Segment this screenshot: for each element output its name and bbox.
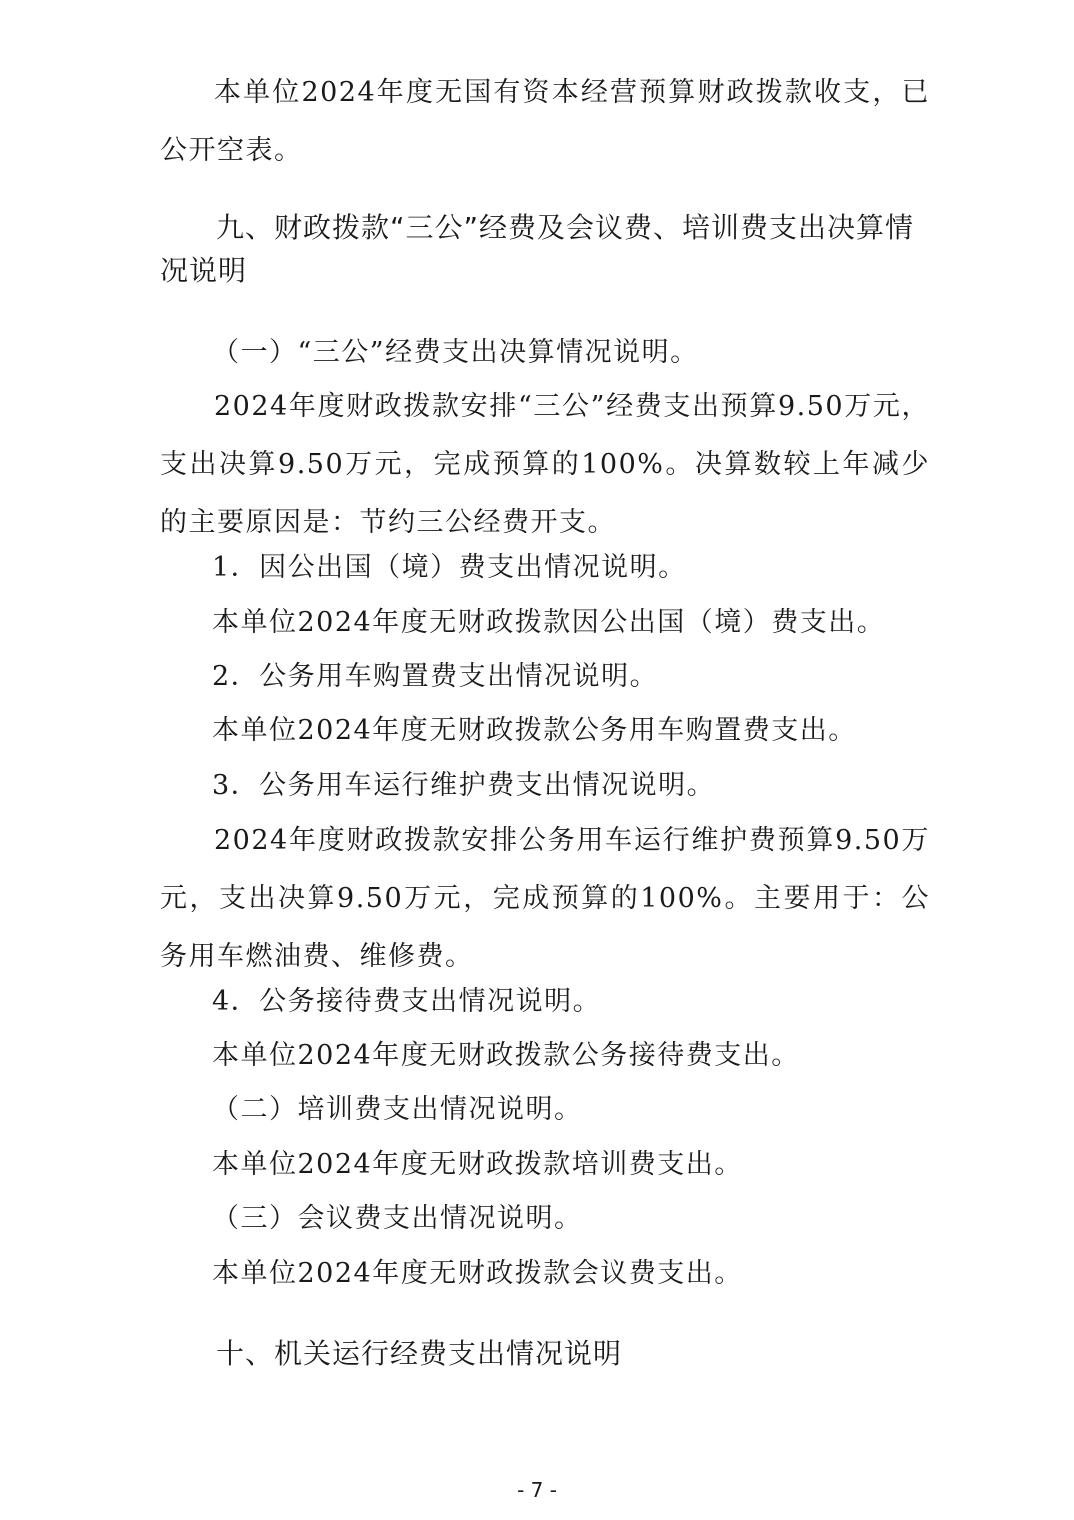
intro-paragraph: 本单位2024年度无国有资本经营预算财政拨款收支，已公开空表。 [160, 77, 930, 166]
item3-body: 2024年度财政拨款安排公务用车运行维护费预算9.50万元，支出决算9.50万元，完成预算的100%。主要用于：公务用车燃油费、维修费。 [160, 825, 930, 972]
item4-title: 4．公务接待费支出情况说明。 [212, 986, 602, 1017]
item2-title: 2．公务用车购置费支出情况说明。 [212, 661, 659, 692]
item1-title: 1．因公出国（境）费支出情况说明。 [212, 552, 687, 583]
sub3-title: （三）会议费支出情况说明。 [212, 1203, 583, 1234]
item3-title: 3．公务用车运行维护费支出情况说明。 [212, 770, 716, 801]
sub1-title: （一）“三公”经费支出决算情况说明。 [212, 337, 699, 368]
sub1-body: 2024年度财政拨款安排“三公”经费支出预算9.50万元，支出决算9.50万元，完成预算的100%。决算数较上年减少的主要原因是：节约三公经费开支。 [160, 391, 930, 538]
sub2-title: （二）培训费支出情况说明。 [212, 1094, 583, 1125]
sub2-body: 本单位2024年度无财政拨款培训费支出。 [212, 1149, 743, 1180]
sub3-body: 本单位2024年度无财政拨款会议费支出。 [212, 1258, 743, 1289]
section-nine-heading: 九、财政拨款“三公”经费及会议费、培训费支出决算情况说明 [160, 211, 915, 287]
item1-body: 本单位2024年度无财政拨款因公出国（境）费支出。 [212, 607, 886, 638]
item4-body: 本单位2024年度无财政拨款公务接待费支出。 [212, 1040, 800, 1071]
page-number: - 7 - [517, 1478, 557, 1502]
item2-body: 本单位2024年度无财政拨款公务用车购置费支出。 [212, 715, 857, 746]
section-ten-heading: 十、机关运行经费支出情况说明 [216, 1337, 623, 1370]
